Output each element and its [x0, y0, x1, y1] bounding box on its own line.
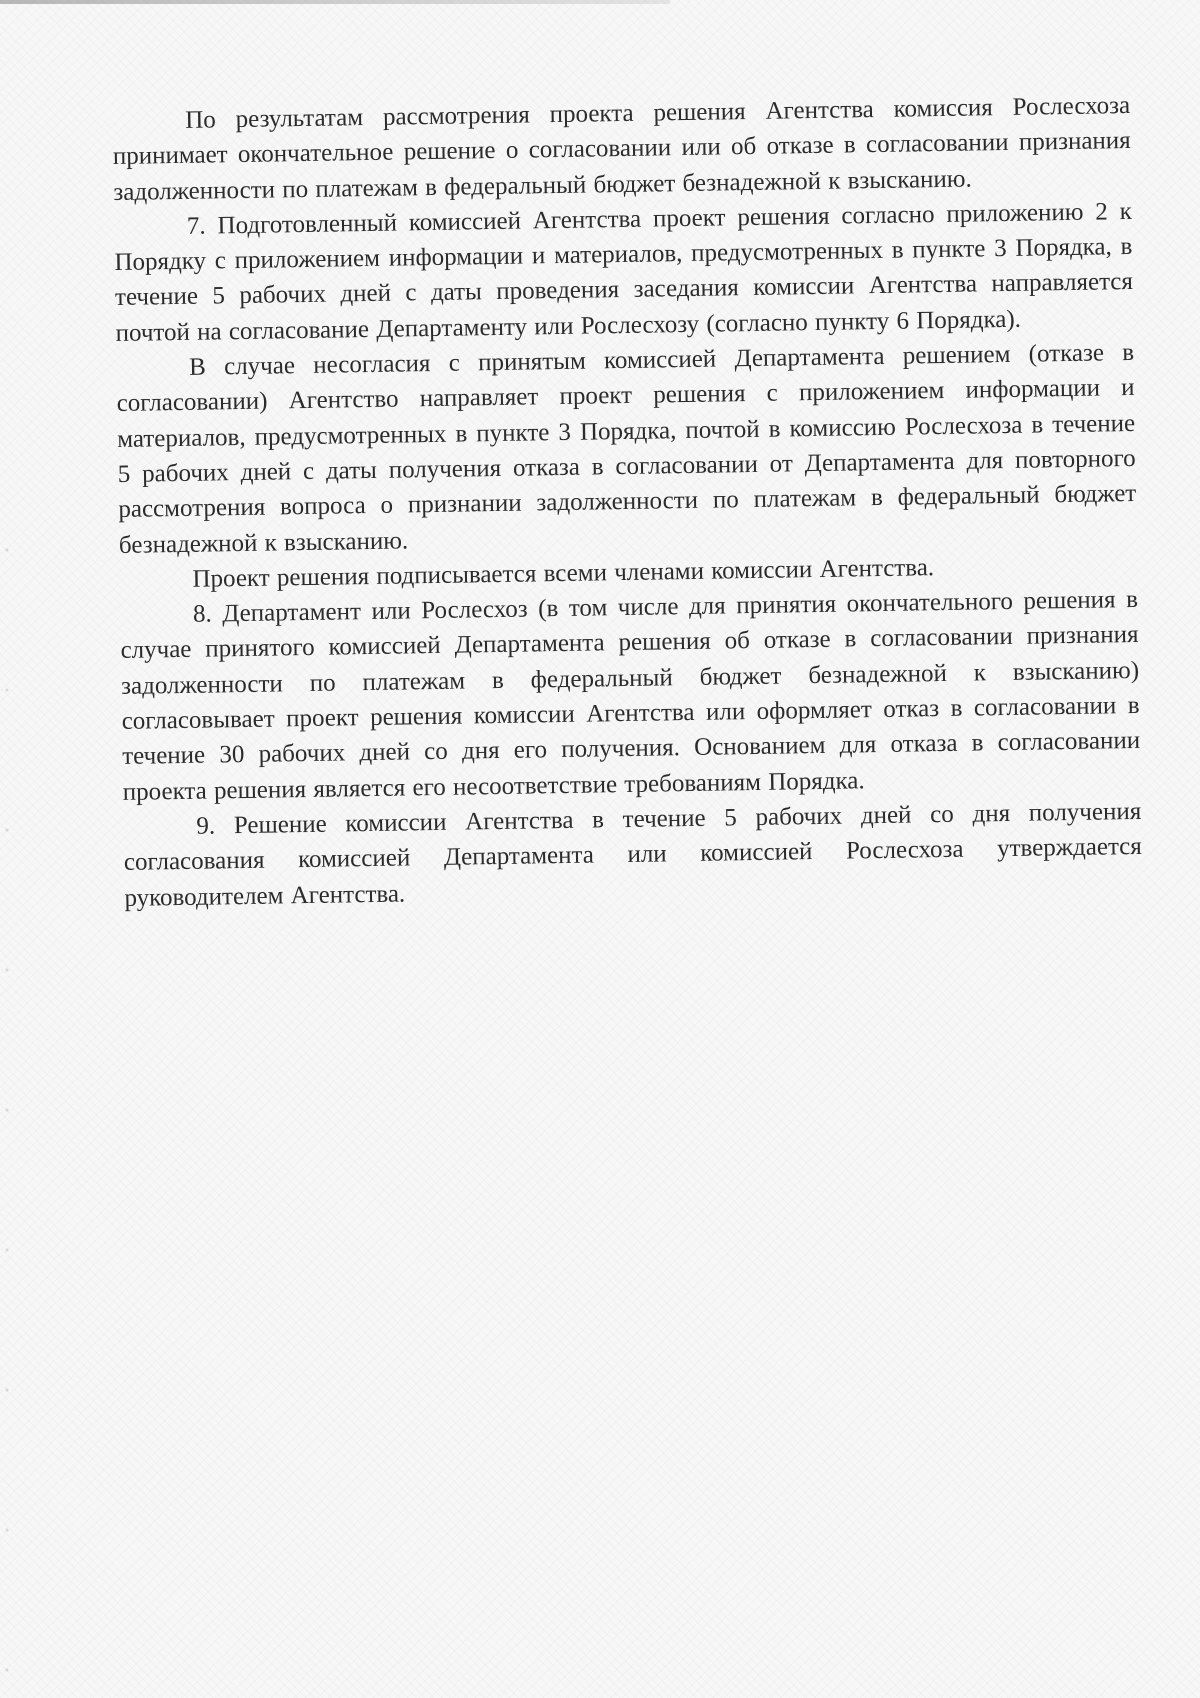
- paragraph-commission-final-decision: По результатам рассмотрения проекта решения Агентства комиссия Рослесхоза принимает окончательное решение о согласовании или об отказе в согласовании признания задолженности по платежам в федеральный бюджет безнадежной к взысканию.: [112, 92, 1131, 206]
- document-body: [112, 88, 1143, 916]
- paragraph-item-9: 9. Решение комиссии Агентства в течение 5 рабочих дней со дня получения согласования комиссией Департамента или комиссией Рослесхоза утверждается руководителем Агентства.: [123, 797, 1143, 912]
- paragraph-item-7: 7. Подготовленный комиссией Агентства проект решения согласно приложению 2 к Порядку с приложением информации и материалов, предусмотренных в пункте 3 Порядка, в течение 5 рабочих дней с даты проведения заседания комиссии Агентства направляется почтой на согласование Департаменту или Рослесхозу (согласно пункту 6 Порядка).: [114, 197, 1134, 347]
- scan-edge-shadow: [0, 0, 670, 4]
- paragraph-item-8: 8. Департамент или Рослесхоз (в том числе для принятия окончательного решения в случае принятого комиссией Департамента решения об отказе в согласовании признания задолженности по платежам в федеральный бюджет безнадежной к взысканию) согласовывает проект решения комиссии Агентства или оформляет отказ в согласовании в течение 30 рабочих дней со дня его получения. Основанием для отказа в согласовании проекта решения является его несоответствие требованиям Порядка.: [120, 586, 1141, 806]
- paragraph-disagreement-case: В случае несогласия с принятым комиссией Департамента решением (отказе в согласовании) Агентство направляет проект решения с приложением информации и материалов, предусмотренных в пункте 3 Порядка, почтой в комиссию Рослесхоза в течение 5 рабочих дней с даты получения отказа в согласовании от Департамента для повторного рассмотрения вопроса о признании задолженности по платежам в федеральный бюджет безнадежной к взысканию.: [116, 339, 1137, 559]
- scan-margin-specks: [0, 480, 14, 1680]
- paragraph-signature-note: Проект решения подписывается всеми членами комиссии Агентства.: [192, 554, 935, 593]
